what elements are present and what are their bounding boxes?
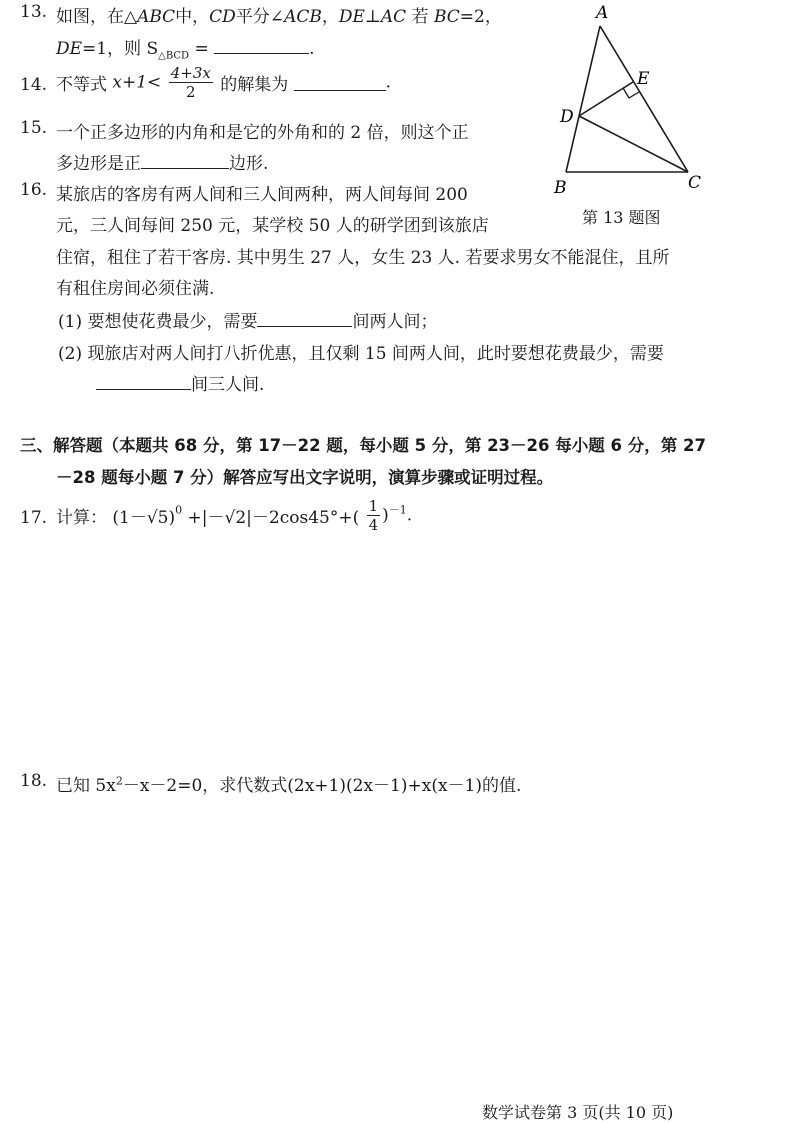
question-16-line-1: 某旅店的客房有两人间和三人间两种，两人间每间 200 — [56, 185, 468, 205]
question-16-part-1: (1) 要想使花费最少，需要 间两人间； — [58, 312, 438, 332]
question-number: 16. — [20, 180, 48, 200]
question-number: 18. — [20, 771, 48, 791]
question-16-part-2-line-2: 间三人间. — [96, 370, 264, 395]
section-3-line-2: －28 题每小题 7 分）解答应写出文字说明，演算步骤或证明过程。 — [56, 468, 554, 487]
question-18-text: 已知 $5x^2-x-2=0$，求代数式(2x+1)(2x－1)+x(x－1)的值. — [56, 774, 522, 796]
question-16-line-4: 有租住房间必须住满. — [56, 279, 215, 299]
question-13-line-2: DE=1，则 $S_{\triangle BCD}$ = . — [56, 39, 315, 62]
side-ab — [566, 26, 600, 172]
label-a: A — [596, 3, 609, 23]
label-c: C — [688, 173, 702, 193]
question-number: 13. — [20, 2, 48, 22]
fraction: $\frac{4+3x}{2}$ — [170, 64, 211, 101]
answer-blank[interactable] — [257, 311, 352, 327]
question-16-part-2: (2) 现旅店对两人间打八折优惠，且仅剩 15 间两人间，此时要想花费最少，需要 — [58, 344, 664, 364]
label-d: D — [560, 107, 574, 127]
question-number: 17. — [20, 508, 48, 528]
answer-blank[interactable] — [294, 75, 386, 91]
answer-blank[interactable] — [96, 374, 191, 390]
answer-blank[interactable] — [214, 38, 309, 54]
question-17-expression: 计算： $(1-√5)^0 +|-√2|-2\cos 45^\circ+$( $\frac{1}{4}$ )$^{-1}$. — [56, 497, 413, 534]
question-16-line-2: 元，三人间每间 250 元，某学校 50 人的研学团到该旅店 — [56, 216, 489, 236]
question-13-line-1: 如图，在△ABC中，CD平分∠ACB，DE⊥AC 若 BC=2， — [56, 7, 502, 27]
question-15-line-1: 一个正多边形的内角和是它的外角和的 2 倍，则这个正 — [56, 123, 469, 143]
segment-de — [579, 82, 633, 116]
question-16-line-3: 住宿，租住了若干客房. 其中男生 27 人，女生 23 人. 若要求男女不能混住，且所 — [56, 248, 670, 268]
figure-caption: 第 13 题图 — [582, 208, 661, 227]
question-number: 14. — [20, 75, 48, 95]
page-footer: 数学试卷第 3 页(共 10 页) — [482, 1103, 674, 1122]
label-b: B — [554, 178, 567, 198]
answer-blank[interactable] — [141, 153, 229, 169]
question-number: 15. — [20, 118, 48, 138]
fraction: $\frac{1}{4}$ — [368, 497, 379, 534]
question-14-line: 不等式 x+1< $\frac{4+3x}{2}$ 的解集为 . — [56, 64, 392, 101]
right-angle-mark — [623, 88, 639, 98]
question-15-line-2: 多边形是正 边形. — [56, 154, 269, 174]
label-e: E — [637, 69, 650, 89]
section-3-line-1: 三、解答题（本题共 68 分，第 17－22 题，每小题 5 分，第 23－26 每小题 6 分，第 27 — [20, 436, 706, 455]
figure-13 — [548, 0, 718, 230]
